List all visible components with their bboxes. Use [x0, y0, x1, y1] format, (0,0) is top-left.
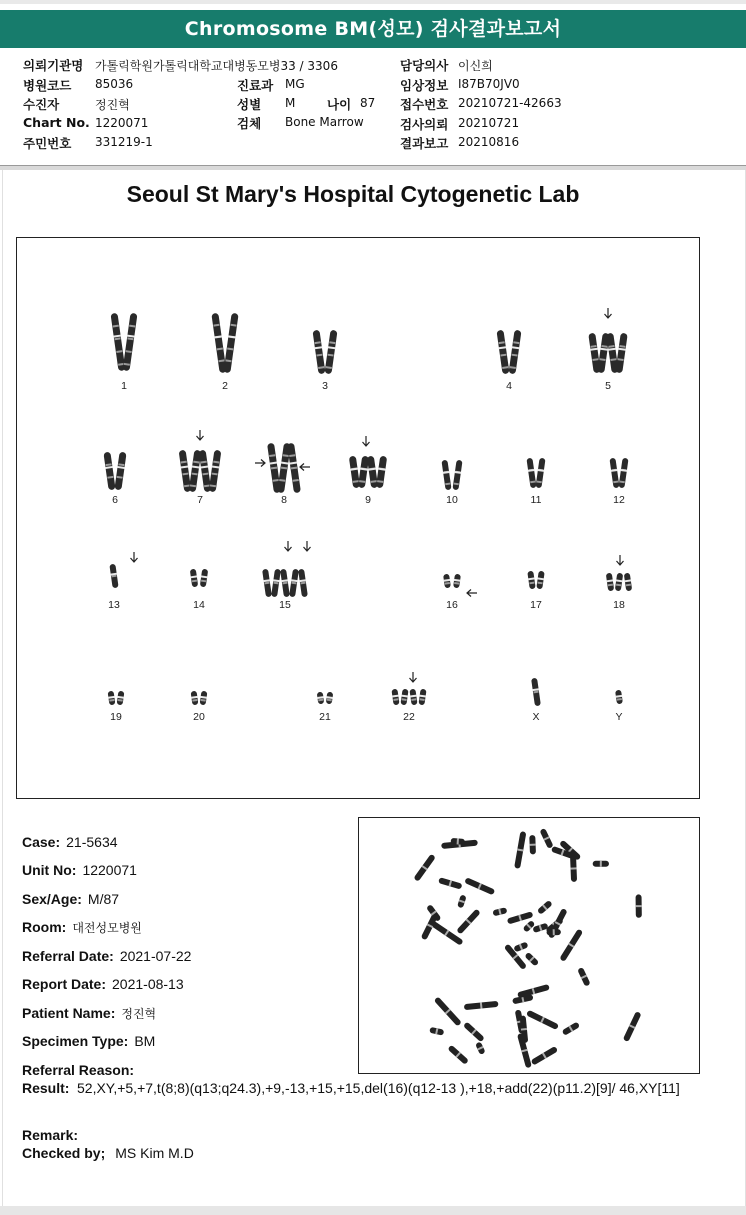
chart-no-value: 1220071: [95, 116, 149, 130]
chromosome-label-5: 5: [605, 380, 611, 392]
dept-value: MG: [285, 77, 305, 91]
remark-label: Remark:: [22, 1127, 79, 1143]
recipient-label: 수진자: [23, 97, 60, 112]
age-value: 87: [360, 96, 376, 110]
chromosome-16-chromatid-2: [453, 574, 461, 589]
chromosome-2-chromatid-2: [223, 313, 239, 373]
karyogram-image: [17, 238, 701, 800]
metaphase-chromosome: [438, 877, 462, 889]
specimen-type-label: Specimen Type:: [22, 1033, 129, 1049]
unit-value: 1220071: [82, 862, 137, 878]
metaphase-chromosome: [430, 920, 464, 946]
chromosome-label-11: 11: [530, 494, 542, 506]
chromosome-18-chromatid-3: [623, 573, 632, 592]
chromosome-4-chromatid-2: [508, 330, 522, 375]
chromosome-label-6: 6: [112, 494, 118, 506]
chromosome-10-chromatid-1: [441, 460, 452, 491]
chromosome-label-21: 21: [319, 711, 331, 723]
case-label: Case:: [22, 834, 61, 850]
chromosome-label-19: 19: [110, 711, 122, 723]
chromosome-label-7: 7: [197, 494, 203, 506]
metaphase-panel: [358, 817, 700, 1074]
chromosome-label-4: 4: [506, 380, 512, 392]
metaphase-chromosome: [529, 835, 536, 854]
chromosome-label-8: 8: [281, 494, 287, 506]
age-label: 나이: [327, 97, 352, 112]
chromosome-11-chromatid-2: [535, 458, 546, 489]
patient-info-panel: [0, 52, 746, 164]
report-date-value: 20210816: [458, 135, 520, 149]
referral-reason-row: [22, 1062, 134, 1078]
sexage-label: Sex/Age:: [22, 891, 82, 907]
remark-row: [22, 1127, 78, 1143]
arrow-16: [467, 590, 477, 597]
institution-value: 가톨릭학원가톨릭대학교대병동모병33 / 3306: [95, 59, 338, 73]
chromosome-10-chromatid-2: [452, 460, 463, 491]
chromosome-22-chromatid-1: [391, 689, 400, 706]
patient-name-value: 정진혁: [121, 1007, 157, 1021]
report-title: Chromosome BM(성모) 검사결과보고서: [184, 18, 562, 40]
karyogram-panel: [16, 237, 700, 799]
metaphase-chromosome: [457, 894, 467, 908]
specimen-value: Bone Marrow: [285, 115, 364, 129]
chromosome-6-chromatid-2: [114, 452, 127, 491]
sexage-value: M/87: [87, 891, 120, 907]
bottom-strip: [0, 1206, 746, 1215]
metaphase-chromosome: [539, 828, 553, 849]
chromosome-label-12: 12: [613, 494, 625, 506]
sex-label: 성별: [237, 97, 262, 112]
case-row: [22, 834, 118, 850]
arrow-7: [197, 430, 204, 440]
chromosome-label-10: 10: [446, 494, 458, 506]
chromosome-20-chromatid-1: [190, 691, 198, 706]
room-label: Room:: [22, 919, 67, 935]
chromosome-label-9: 9: [365, 494, 371, 506]
metaphase-chromosome: [517, 984, 550, 998]
chromosome-label-14: 14: [193, 599, 205, 611]
resident-no-value: 331219-1: [95, 135, 153, 149]
hospital-code-value: 85036: [95, 77, 134, 91]
chromosome-7-chromatid-4: [208, 450, 221, 493]
receipt-no-value: 20210721-42663: [458, 96, 562, 110]
chromosome-4-chromatid-1: [496, 330, 510, 375]
arrow-13: [131, 552, 138, 562]
specimen-type-value: BM: [134, 1033, 156, 1049]
metaphase-chromosome: [513, 942, 528, 953]
metaphase-chromosome: [447, 1045, 469, 1065]
chromosome-X-chromatid-1: [531, 678, 541, 707]
metaphase-chromosome: [532, 923, 548, 933]
chromosome-11-chromatid-1: [526, 458, 537, 489]
chromosome-12-chromatid-2: [618, 458, 629, 489]
referral-date-row: [22, 948, 191, 964]
chromosome-label-Y: Y: [615, 711, 623, 723]
checked-row: [22, 1145, 194, 1161]
checked-value: MS Kim M.D: [115, 1145, 194, 1161]
chromosome-14-chromatid-2: [199, 569, 208, 588]
metaphase-image: [359, 818, 701, 1075]
metaphase-chromosome: [559, 929, 583, 962]
chromosome-label-18: 18: [613, 599, 625, 611]
chromosome-15-chromatid-2: [271, 569, 281, 598]
lab-title: Seoul St Mary's Hospital Cytogenetic Lab: [126, 181, 580, 207]
metaphase-chromosome: [522, 920, 535, 933]
metaphase-chromosome: [577, 967, 591, 987]
arrow-15a: [285, 541, 292, 551]
case-value: 21-5634: [66, 834, 118, 850]
chromosome-label-3: 3: [322, 380, 328, 392]
result-value: 52,XY,+5,+7,t(8;8)(q13;q24.3),+9,-13,+15,+15,del(16)(q12-13 ),+18,+add(22)(p11.2)[9]/ 46,XY[11]: [77, 1080, 680, 1096]
patient-name-row: [22, 1005, 156, 1022]
chromosome-17-chromatid-1: [527, 571, 536, 590]
doctor-value: 이신희: [458, 59, 493, 73]
top-strip: [0, 0, 746, 4]
room-row: [22, 919, 142, 936]
metaphase-chromosome: [623, 1011, 642, 1042]
metaphase-chromosome: [451, 838, 465, 845]
chromosome-label-22: 22: [403, 711, 415, 723]
chromosome-22-chromatid-3: [409, 689, 418, 706]
metaphase-chromosome: [537, 900, 553, 915]
chromosome-19-chromatid-1: [107, 691, 115, 706]
metaphase-chromosome: [492, 907, 507, 916]
chromosome-15-chromatid-1: [262, 569, 272, 598]
specimen-type-row: [22, 1033, 155, 1049]
report-title-bar: [0, 10, 746, 48]
report-date-label-2: Report Date:: [22, 976, 107, 992]
arrow-8-left: [255, 460, 265, 467]
report-date-value-2: 2021-08-13: [112, 976, 184, 992]
chromosome-9-chromatid-4: [376, 456, 388, 489]
chromosome-16-chromatid-1: [443, 574, 451, 589]
request-date-label: 검사의뢰: [400, 117, 449, 132]
chromosome-label-17: 17: [530, 599, 542, 611]
chromosome-19-chromatid-2: [116, 691, 124, 706]
recipient-value: 정진혁: [95, 98, 130, 112]
result-label: Result:: [22, 1080, 70, 1096]
chromosome-1-chromatid-1: [110, 313, 126, 371]
metaphase-chromosome: [413, 854, 436, 882]
chromosome-label-15: 15: [279, 599, 291, 611]
chromosome-Y-chromatid-1: [615, 690, 623, 705]
chromosome-20-chromatid-2: [199, 691, 207, 706]
chromosome-3-chromatid-1: [312, 330, 326, 375]
arrow-22: [410, 672, 417, 682]
chromosome-label-16: 16: [446, 599, 458, 611]
chromosome-17-chromatid-2: [536, 571, 545, 590]
report-date-row: [22, 976, 184, 992]
chromosome-21-chromatid-1: [316, 692, 324, 705]
metaphase-chromosome: [514, 831, 526, 869]
chromosome-label-X: X: [532, 711, 540, 723]
chromosome-3-chromatid-2: [324, 330, 338, 375]
chromosome-22-chromatid-4: [418, 689, 427, 706]
metaphase-chromosome: [570, 855, 577, 882]
chromosome-label-2: 2: [222, 380, 228, 392]
arrow-5: [605, 308, 612, 318]
referral-date-label: Referral Date:: [22, 948, 114, 964]
metaphase-chromosome: [636, 894, 642, 917]
referral-reason-label: Referral Reason:: [22, 1062, 135, 1078]
chromosome-15-chromatid-5: [298, 569, 308, 598]
chromosome-21-chromatid-2: [325, 692, 333, 705]
sex-value: M: [285, 96, 296, 110]
chromosome-22-chromatid-2: [400, 689, 409, 706]
arrow-9: [363, 436, 370, 446]
clinical-info-value: I87B70JV0: [458, 77, 520, 91]
clinical-info-label: 임상정보: [400, 78, 449, 93]
referral-date-value: 2021-07-22: [119, 948, 192, 964]
specimen-label: 검체: [237, 116, 262, 131]
metaphase-chromosome: [429, 1027, 444, 1036]
chromosome-13-chromatid-1: [109, 564, 119, 589]
receipt-no-label: 접수번호: [400, 97, 449, 112]
chromosome-5-chromatid-4: [615, 333, 628, 374]
arrow-15b: [304, 541, 311, 551]
doctor-label: 담당의사: [400, 58, 449, 73]
report-date-label: 결과보고: [400, 136, 449, 151]
metaphase-chromosome: [464, 1001, 499, 1010]
room-value: 대전성모병원: [72, 921, 142, 935]
arrow-8-right: [300, 464, 310, 471]
resident-no-label: 주민번호: [23, 136, 72, 151]
metaphase-chromosome: [524, 952, 539, 967]
chromosome-1-chromatid-2: [122, 313, 138, 371]
hospital-code-label: 병원코드: [23, 78, 72, 93]
unit-label: Unit No:: [22, 862, 77, 878]
metaphase-chromosome: [456, 909, 481, 935]
dept-label: 진료과: [237, 78, 274, 93]
arrow-18: [617, 555, 624, 565]
chromosome-18-chromatid-2: [614, 573, 623, 592]
chromosome-12-chromatid-1: [609, 458, 620, 489]
chromosome-label-1: 1: [121, 380, 127, 392]
metaphase-chromosome: [434, 996, 462, 1026]
checked-label: Checked by;: [22, 1145, 106, 1161]
metaphase-chromosome: [475, 1041, 486, 1055]
chromosome-18-chromatid-1: [605, 573, 614, 592]
metaphase-chromosome: [464, 877, 495, 895]
patient-name-label: Patient Name:: [22, 1005, 116, 1021]
metaphase-chromosome: [562, 1022, 581, 1036]
chromosome-14-chromatid-1: [189, 569, 198, 588]
chromosome-label-13: 13: [108, 599, 120, 611]
request-date-value: 20210721: [458, 116, 520, 130]
chromosome-15-chromatid-4: [289, 569, 299, 598]
institution-label: 의뢰기관명: [23, 58, 84, 73]
metaphase-chromosome: [593, 861, 609, 867]
chart-no-label: Chart No.: [23, 115, 90, 130]
metaphase-chromosome: [463, 1022, 485, 1043]
unit-row: [22, 862, 137, 878]
chromosome-label-20: 20: [193, 711, 205, 723]
sexage-row: [22, 891, 119, 907]
metaphase-chromosome: [531, 1046, 559, 1066]
metaphase-chromosome: [546, 929, 560, 935]
chromosome-15-chromatid-3: [280, 569, 290, 598]
chromosome-6-chromatid-1: [103, 452, 116, 491]
metaphase-chromosome: [526, 1010, 559, 1030]
chromosome-8-chromatid-3: [287, 443, 301, 494]
